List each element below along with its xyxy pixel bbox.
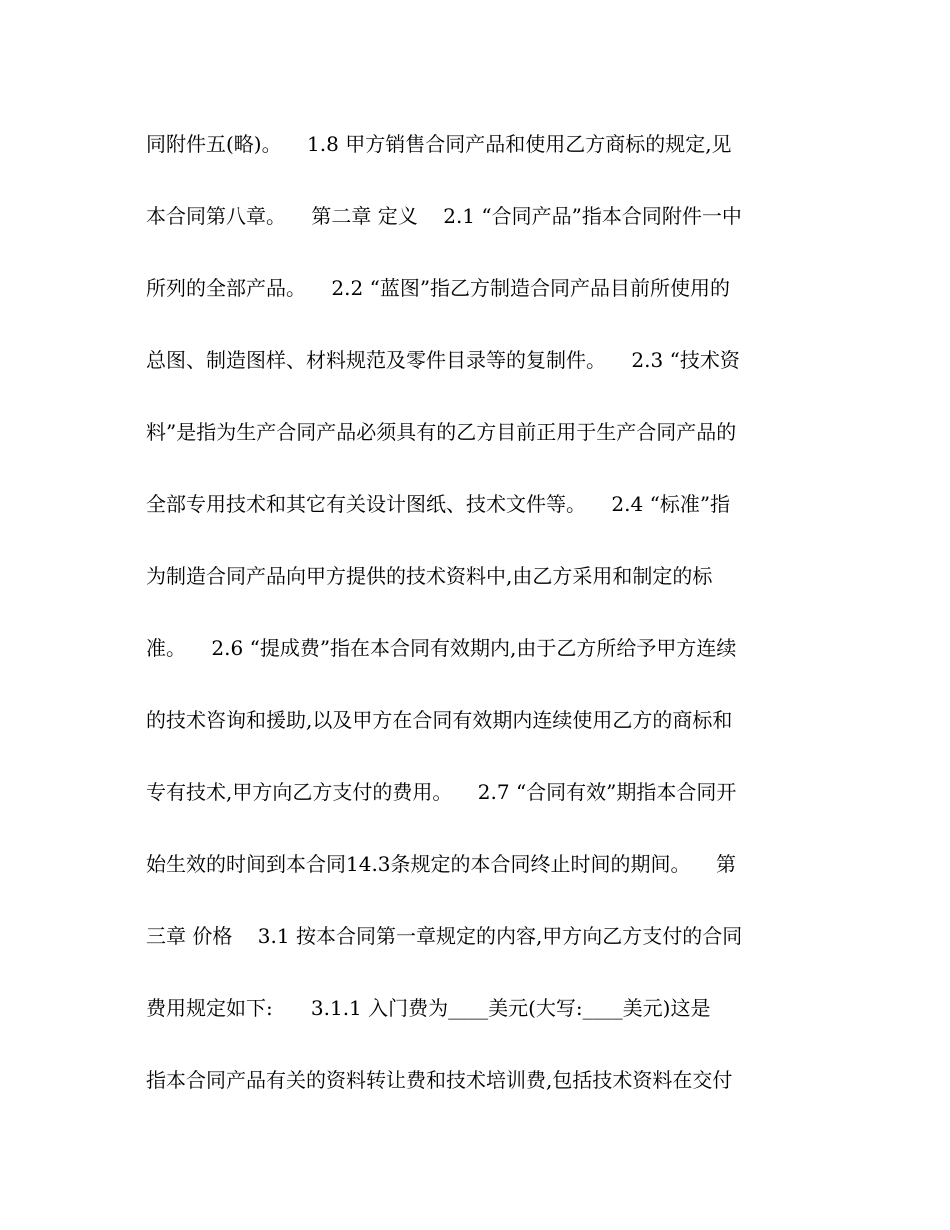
text-line: 总图、制造图样、材料规范及零件目录等的复制件。 2.3 “技术资: [146, 348, 740, 372]
text-line: 所列的全部产品。 2.2 “蓝图”指乙方制造合同产品目前所使用的: [146, 276, 731, 300]
text-line: 始生效的时间到本合同14.3条规定的本合同终止时间的期间。 第: [146, 852, 736, 876]
text-line: 费用规定如下: 3.1.1 入门费为____美元(大写:____美元)这是: [146, 996, 711, 1020]
text-line: 为制造合同产品向甲方提供的技术资料中,由乙方采用和制定的标: [146, 564, 713, 588]
text-line: 本合同第八章。 第二章 定义 2.1 “合同产品”指本合同附件一中: [146, 204, 742, 228]
text-line: 指本合同产品有关的资料转让费和技术培训费,包括技术资料在交付: [146, 1068, 733, 1092]
text-line: 准。 2.6 “提成费”指在本合同有效期内,由于乙方所给予甲方连续: [146, 636, 737, 660]
text-line: 专有技术,甲方向乙方支付的费用。 2.7 “合同有效”期指本合同开: [146, 780, 737, 804]
text-line: 全部专用技术和其它有关设计图纸、技术文件等。 2.4 “标准”指: [146, 492, 731, 516]
text-line: 的技术咨询和援助,以及甲方在合同有效期内连续使用乙方的商标和: [146, 708, 733, 732]
text-line: 料”是指为生产合同产品必须具有的乙方目前正用于生产合同产品的: [146, 420, 737, 444]
text-line: 同附件五(略)。 1.8 甲方销售合同产品和使用乙方商标的规定,见: [146, 132, 732, 156]
text-line: 三章 价格 3.1 按本合同第一章规定的内容,甲方向乙方支付的合同: [146, 924, 743, 948]
